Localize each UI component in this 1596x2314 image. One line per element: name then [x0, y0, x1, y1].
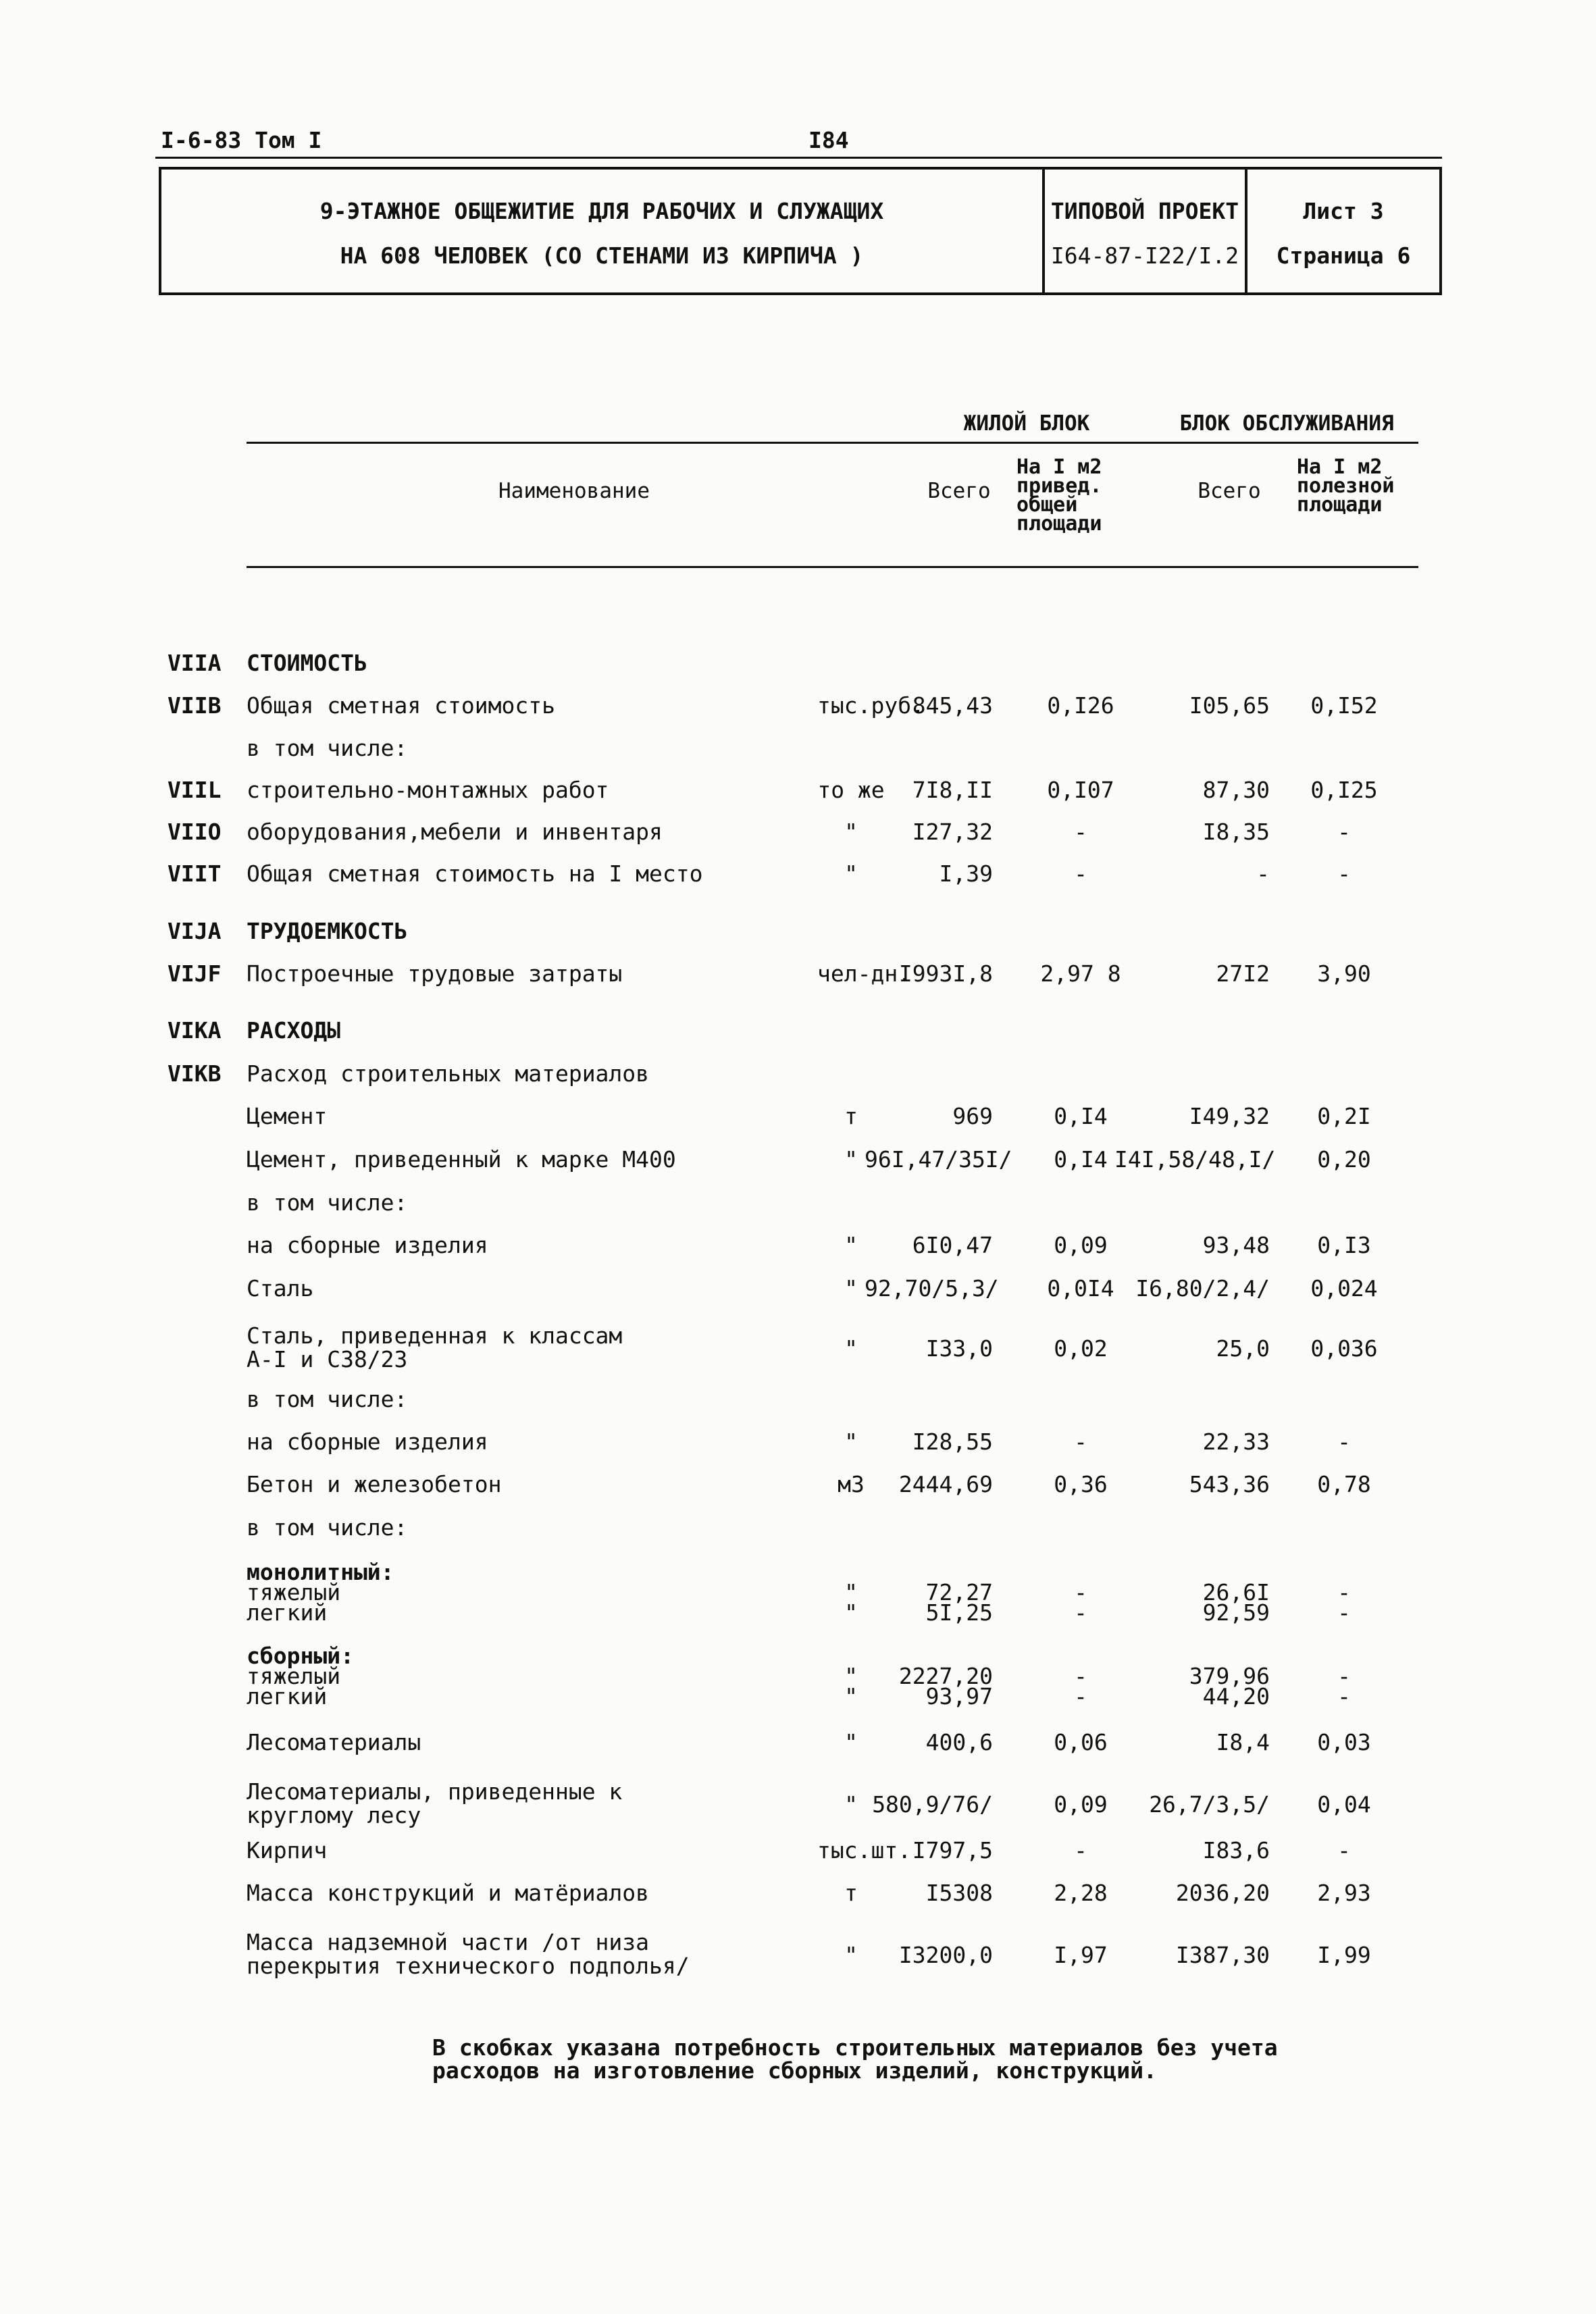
value-total-2: I6,80/2,4/ [1135, 1275, 1270, 1302]
row-name: СТОИМОСТЬ [247, 650, 367, 676]
value-per-m2-2: - [1337, 1663, 1351, 1689]
value-per-m2-2: 0,024 [1310, 1275, 1378, 1302]
value-per-m2-2: 0,I52 [1310, 692, 1378, 719]
value-per-m2-1: 0,02 [1054, 1335, 1108, 1362]
row-unit: " [844, 1579, 858, 1605]
footnote-line-2: расходов на изготовление сборных изделий, конструкций. [432, 2057, 1157, 2084]
value-per-m2-2: I,99 [1317, 1942, 1371, 1968]
column-header-total-2: Всего [1198, 479, 1261, 503]
row-name: в том числе: [247, 735, 408, 761]
row-code: VIJА [168, 918, 222, 944]
value-total-2: I05,65 [1189, 692, 1270, 719]
per-m2-1-line-4: площади [1016, 512, 1102, 536]
value-total-1: I28,55 [912, 1429, 993, 1455]
value-total-2: I49,32 [1189, 1103, 1270, 1129]
header-rule-top [247, 442, 1418, 444]
value-per-m2-2: 0,I25 [1310, 777, 1378, 803]
per-m2-2-line-3: площади [1297, 493, 1383, 517]
row-unit: тыс.шт. [817, 1837, 912, 1863]
row-unit: " [844, 1146, 858, 1173]
per-m2-1-line-2: привед. [1016, 474, 1102, 498]
row-unit: " [844, 1275, 858, 1302]
row-name: Сталь [247, 1275, 314, 1302]
group-title: сборный: [247, 1643, 354, 1669]
value-per-m2-1: 0,06 [1054, 1729, 1108, 1755]
value-total-2: 92,59 [1202, 1599, 1270, 1626]
value-per-m2-2: - [1337, 1837, 1351, 1863]
value-per-m2-1: 0,0I4 [1047, 1275, 1114, 1302]
row-name: Расход строительных материалов [247, 1060, 650, 1087]
row-name: Бетон и железобетон [247, 1471, 502, 1497]
value-total-1: 400,6 [925, 1729, 993, 1755]
row-unit: " [844, 1335, 858, 1362]
value-total-1: 5I,25 [925, 1599, 993, 1626]
row-unit: " [844, 1599, 858, 1626]
group-header-service: БЛОК ОБСЛУЖИВАНИЯ [1179, 411, 1394, 436]
row-unit: " [844, 1663, 858, 1689]
group-header-residential: ЖИЛОЙ БЛОК [963, 411, 1090, 436]
row-unit: " [844, 819, 858, 845]
row-name: Сталь, приведенная к классам [247, 1322, 623, 1349]
row-name: Масса надземной части /от низа [247, 1929, 650, 1955]
per-m2-2-line-2: полезной [1297, 474, 1395, 498]
row-name: Кирпич [247, 1837, 328, 1863]
row-unit: " [844, 1683, 858, 1709]
value-per-m2-2: 0,036 [1310, 1335, 1378, 1362]
value-total-1: 2227,20 [898, 1663, 993, 1689]
column-header-per-m2-2 [1297, 455, 1432, 517]
value-total-2: 26,6I [1202, 1579, 1270, 1605]
value-per-m2-1: - [1074, 1837, 1087, 1863]
value-per-m2-2: 0,04 [1317, 1791, 1371, 1818]
value-per-m2-2: - [1337, 860, 1351, 887]
row-code: VIКА [168, 1017, 222, 1044]
row-name: Лесоматериалы, приведенные к [247, 1778, 623, 1805]
value-total-2: 27I2 [1216, 960, 1270, 987]
row-code: VIIО [168, 819, 222, 845]
value-total-2: I8,4 [1216, 1729, 1270, 1755]
value-total-2: 26,7/3,5/ [1149, 1791, 1270, 1818]
row-code: VIIL [168, 777, 222, 803]
column-header-per-m2-1 [1016, 455, 1138, 536]
row-unit: " [844, 1729, 858, 1755]
row-name: легкий [247, 1599, 328, 1626]
value-per-m2-1: 0,I4 [1054, 1103, 1108, 1129]
value-per-m2-1: - [1074, 1429, 1087, 1455]
value-per-m2-1: 0,09 [1054, 1232, 1108, 1258]
row-name: строительно-монтажных работ [247, 777, 609, 803]
row-code: VIIВ [168, 692, 222, 719]
row-name: Общая сметная стоимость [247, 692, 555, 719]
row-name: РАСХОДЫ [247, 1017, 341, 1044]
row-name: Цемент, приведенный к марке М400 [247, 1146, 676, 1173]
value-total-1: 6I0,47 [912, 1232, 993, 1258]
row-code: VIIТ [168, 860, 222, 887]
value-total-2: 22,33 [1202, 1429, 1270, 1455]
page-label: Страница 6 [1276, 242, 1411, 269]
value-total-2: 543,36 [1189, 1471, 1270, 1497]
row-name-continuation: А-I и С38/23 [247, 1346, 408, 1372]
value-total-1: I33,0 [925, 1335, 993, 1362]
value-per-m2-2: 2,93 [1317, 1880, 1371, 1906]
row-name-continuation: перекрытия технического подполья/ [247, 1953, 690, 1979]
footnote [432, 2036, 1278, 2082]
value-total-1: 7I8,II [912, 777, 993, 803]
row-name: Масса конструкций и матёриалов [247, 1880, 650, 1906]
row-unit: м3 [838, 1471, 865, 1497]
value-per-m2-2: 0,I3 [1317, 1232, 1371, 1258]
column-header-total-1: Всего [927, 479, 991, 503]
row-name: тяжелый [247, 1579, 341, 1605]
value-total-2: - [1256, 860, 1270, 887]
per-m2-2-line-1: На I м2 [1297, 455, 1383, 479]
row-name: Общая сметная стоимость на I место [247, 860, 703, 887]
value-per-m2-1: - [1074, 1683, 1087, 1709]
value-per-m2-2: - [1337, 1599, 1351, 1626]
row-unit: то же [817, 777, 885, 803]
value-per-m2-1: 0,I07 [1047, 777, 1114, 803]
row-name: на сборные изделия [247, 1429, 488, 1455]
value-total-1: I27,32 [912, 819, 993, 845]
sheet-cell [1247, 170, 1439, 292]
footnote-line-1: В скобках указана потребность строительных материалов без учета [432, 2034, 1278, 2061]
value-total-2: I8,35 [1202, 819, 1270, 845]
row-code: VIIА [168, 650, 222, 676]
value-total-1: 845,43 [912, 692, 993, 719]
value-per-m2-2: - [1337, 1429, 1351, 1455]
value-per-m2-2: 0,2I [1317, 1103, 1371, 1129]
row-unit: тыс.руб. [817, 692, 925, 719]
row-code: VIJF [168, 960, 222, 987]
value-total-2: I387,30 [1175, 1942, 1270, 1968]
row-name: Цемент [247, 1103, 328, 1129]
value-per-m2-1: - [1074, 1663, 1087, 1689]
per-m2-1-line-3: общей [1016, 493, 1078, 517]
row-name: Лесоматериалы [247, 1729, 421, 1755]
value-total-2: 44,20 [1202, 1683, 1270, 1709]
value-per-m2-1: - [1074, 1579, 1087, 1605]
value-total-1: 72,27 [925, 1579, 993, 1605]
title-line-1: 9-ЭТАЖНОЕ ОБЩЕЖИТИЕ ДЛЯ РАБОЧИХ И СЛУЖАЩИХ [319, 198, 884, 224]
value-total-2: 93,48 [1202, 1232, 1270, 1258]
value-total-2: I83,6 [1202, 1837, 1270, 1863]
title-block [159, 167, 1442, 295]
header-rule [155, 157, 1442, 159]
row-name: ТРУДОЕМКОСТЬ [247, 918, 408, 944]
value-total-1: I797,5 [912, 1837, 993, 1863]
value-per-m2-2: 0,03 [1317, 1729, 1371, 1755]
value-total-1: I3200,0 [898, 1942, 993, 1968]
project-code: I64-87-I22/I.2 [1050, 242, 1239, 269]
row-name: в том числе: [247, 1514, 408, 1541]
row-unit: " [844, 1232, 858, 1258]
row-name: Построечные трудовые затраты [247, 960, 623, 987]
row-unit: т [844, 1880, 858, 1906]
value-total-1: 969 [952, 1103, 993, 1129]
value-total-2: 2036,20 [1175, 1880, 1270, 1906]
value-total-2: 25,0 [1216, 1335, 1270, 1362]
value-total-2: 87,30 [1202, 777, 1270, 803]
project-label: ТИПОВОЙ ПРОЕКТ [1050, 198, 1239, 224]
page-number: I84 [808, 127, 849, 153]
row-name: оборудования,мебели и инвентаря [247, 819, 663, 845]
value-total-1: 96I,47/35I/ [865, 1146, 1012, 1173]
value-total-1: 2444,69 [898, 1471, 993, 1497]
value-per-m2-2: - [1337, 1579, 1351, 1605]
value-per-m2-1: 0,09 [1054, 1791, 1108, 1818]
value-total-2: 379,96 [1189, 1663, 1270, 1689]
value-per-m2-1: - [1074, 1599, 1087, 1626]
row-unit: " [844, 860, 858, 887]
value-total-1: I5308 [925, 1880, 993, 1906]
column-header-name: Наименование [498, 479, 650, 503]
row-name: в том числе: [247, 1189, 408, 1216]
row-name-continuation: круглому лесу [247, 1802, 421, 1828]
value-per-m2-1: 2,28 [1054, 1880, 1108, 1906]
value-per-m2-2: - [1337, 1683, 1351, 1709]
value-total-2: I4I,58/48,I/ [1114, 1146, 1276, 1173]
value-per-m2-2: - [1337, 819, 1351, 845]
row-name: на сборные изделия [247, 1232, 488, 1258]
value-total-1: 580,9/76/ [872, 1791, 993, 1818]
title-line-2: НА 608 ЧЕЛОВЕК (СО СТЕНАМИ ИЗ КИРПИЧА ) [340, 242, 864, 269]
value-per-m2-1: - [1074, 819, 1087, 845]
per-m2-1-line-1: На I м2 [1016, 455, 1102, 479]
value-per-m2-1: - [1074, 860, 1087, 887]
row-name: тяжелый [247, 1663, 341, 1689]
row-unit: " [844, 1791, 858, 1818]
row-unit: " [844, 1429, 858, 1455]
row-unit: т [844, 1103, 858, 1129]
value-total-1: 92,70/5,3/ [865, 1275, 999, 1302]
group-title: монолитный: [247, 1559, 394, 1585]
value-total-1: I993I,8 [898, 960, 993, 987]
value-per-m2-1: 0,36 [1054, 1471, 1108, 1497]
value-total-1: 93,97 [925, 1683, 993, 1709]
value-per-m2-1: 0,I4 [1054, 1146, 1108, 1173]
row-name: легкий [247, 1683, 328, 1709]
project-cell [1045, 170, 1247, 292]
value-per-m2-1: 2,97 8 [1040, 960, 1121, 987]
header-rule-bottom [247, 566, 1418, 568]
title-cell [161, 170, 1045, 292]
value-per-m2-2: 0,78 [1317, 1471, 1371, 1497]
value-per-m2-1: 0,I26 [1047, 692, 1114, 719]
row-unit: " [844, 1942, 858, 1968]
row-name: в том числе: [247, 1386, 408, 1412]
row-code: VIКВ [168, 1060, 222, 1087]
sheet-number: Лист 3 [1303, 198, 1384, 224]
value-total-1: I,39 [939, 860, 993, 887]
document-reference: I-6-83 Том I [161, 127, 322, 153]
value-per-m2-2: 0,20 [1317, 1146, 1371, 1173]
row-unit: чел-дн. [817, 960, 912, 987]
value-per-m2-2: 3,90 [1317, 960, 1371, 987]
value-per-m2-1: I,97 [1054, 1942, 1108, 1968]
